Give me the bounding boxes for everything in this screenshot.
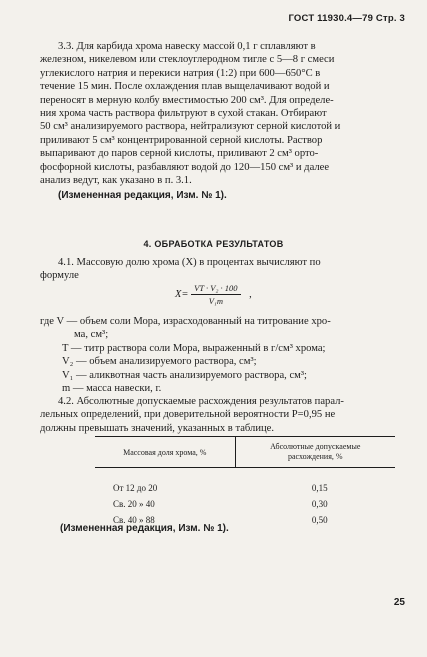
table-body [95, 468, 395, 528]
paragraph-4-2 [40, 395, 410, 435]
table-cell: 0,50 [311, 515, 328, 525]
table-row [95, 496, 395, 512]
variable-definitions [40, 315, 410, 395]
table-cell: 0,30 [311, 499, 328, 509]
formula-denominator: V₁m [208, 296, 223, 306]
text-line: 4.1. Массовую долю хрома (X) в процентах вычисляют по [58, 257, 321, 268]
definition-line: где V — объем соли Мора, израсходованный на титрование хро- [40, 316, 331, 327]
table-header-cell: Массовая доля хрома, % [95, 437, 236, 467]
formula-lhs: X= [175, 288, 189, 300]
text-line: 50 см³ анализируемого раствора, нейтрализуют серной кислотой и [40, 121, 341, 133]
definition-line: m — масса навески, г. [62, 383, 162, 395]
text-line: углекислого натрия и перекиси натрия (1:2) при 600—650°С в [40, 67, 321, 79]
text-line: лельных определений, при доверительной вероятности P=0,95 не [40, 409, 336, 421]
header-line: расхождения, % [287, 452, 343, 461]
formula-numerator: VT · V₂ · 100 [191, 283, 240, 295]
page-number: 25 [393, 597, 405, 608]
section-title: 4. ОБРАБОТКА РЕЗУЛЬТАТОВ [143, 239, 284, 249]
text-line: железном, никелевом или стеклоуглеродном тигле с 5—8 г смеси [40, 54, 335, 66]
text-line: течение 15 мин. После охлаждения плав выщелачивают водой и [40, 81, 330, 93]
text-line: должны превышать значений, указанных в таблице. [40, 422, 275, 434]
text-line: 3.3. Для карбида хрома навеску массой 0,1 г сплавляют в [58, 41, 316, 52]
formula-tail: , [249, 288, 252, 300]
table-header-cell [236, 442, 395, 462]
table-cell: 0,15 [311, 483, 328, 493]
paragraph-4-1 [40, 256, 410, 283]
text-line: анализ ведут, как указано в п. 3.1. [40, 175, 192, 187]
text-line: ния хрома часть раствора фильтруют в сухой стакан. Отбирают [40, 108, 327, 120]
table-cell: Св. 20 » 40 [113, 499, 155, 509]
paragraph-3-3 [40, 40, 410, 203]
formula-fraction [191, 283, 240, 306]
header-line: Абсолютные допускаемые [270, 442, 361, 451]
edition-note: (Измененная редакция, Изм. № 1). [58, 190, 227, 202]
table-cell: От 12 до 20 [113, 483, 158, 493]
definition-line: ма, см³; [74, 329, 109, 341]
definition-line: V₁ — аликвотная часть анализируемого раствора, см³; [62, 369, 307, 381]
text-line: фосфорной кислоты, разбавляют водой до 120—150 см³ и далее [40, 161, 330, 173]
text-line: формуле [40, 270, 79, 282]
table-row [95, 480, 395, 496]
text-line: переносят в мерную колбу вместимостью 200 см³. Для определе- [40, 94, 334, 106]
table-header [95, 436, 395, 468]
edition-note: (Измененная редакция, Изм. № 1). [60, 523, 229, 534]
definition-line: T — титр раствора соли Мора, выраженный в г/см³ хрома; [62, 342, 326, 354]
text-line: выпаривают до паров серной кислоты, приливают 2 см³ орто- [40, 148, 319, 160]
page-header: ГОСТ 11930.4—79 Стр. 3 [288, 13, 405, 24]
text-line: приливают 5 см³ концентрированной серной кислоты. Раствор [40, 134, 323, 146]
formula [175, 283, 252, 306]
tolerance-table [95, 436, 395, 528]
definition-line: V₂ — объем анализируемого раствора, см³; [62, 356, 257, 368]
text-line: 4.2. Абсолютные допускаемые расхождения результатов парал- [58, 396, 344, 407]
table-cell: Св. 40 » 88 [113, 515, 155, 525]
